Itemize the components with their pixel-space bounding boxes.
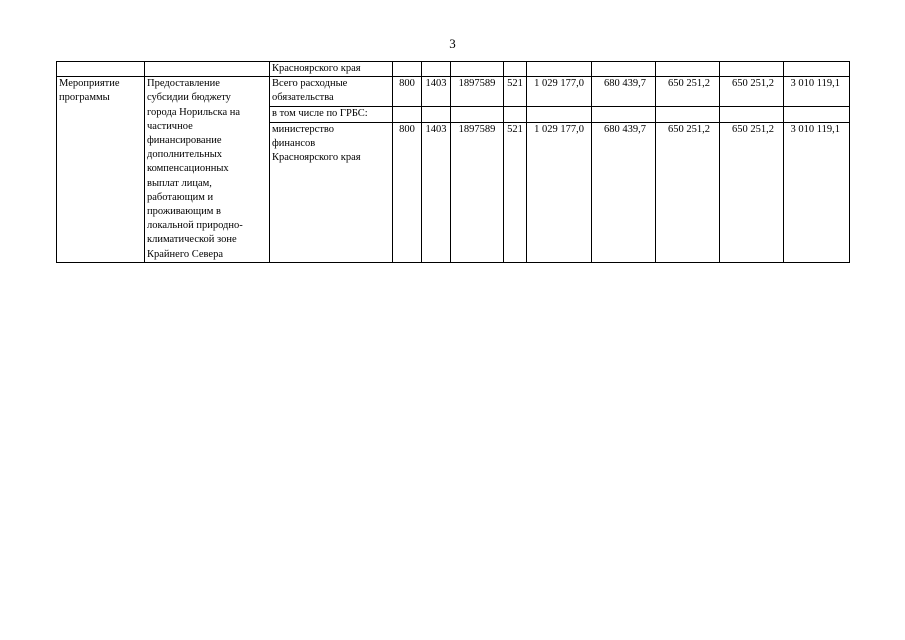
grbs-code: 800 <box>393 122 422 262</box>
event-name-line: города Норильска на <box>147 106 241 118</box>
row-label-cell <box>270 77 393 107</box>
cell-empty <box>656 107 720 122</box>
cell-empty <box>422 107 451 122</box>
amount-year-3: 650 251,2 <box>656 122 720 262</box>
cell-empty <box>57 62 145 77</box>
event-name-cell <box>145 77 270 263</box>
amount-year-3: 650 251,2 <box>656 77 720 107</box>
amount-year-1: 1 029 177,0 <box>527 122 592 262</box>
cell-empty <box>720 107 784 122</box>
page-number: 3 <box>449 36 456 51</box>
event-name-line: Крайнего Севера <box>147 248 223 260</box>
cell-empty <box>393 62 422 77</box>
cell-empty <box>422 62 451 77</box>
cell-empty <box>527 107 592 122</box>
event-name-line: частичное <box>147 120 193 132</box>
event-name-line: локальной природно- <box>147 220 243 232</box>
row-label-line: обязательства <box>272 92 334 104</box>
event-name-line: выплат лицам, <box>147 177 212 189</box>
event-name-line: дополнительных <box>147 149 223 161</box>
event-type-cell <box>57 77 145 263</box>
rzpr-code: 1403 <box>422 122 451 262</box>
continuation-row <box>57 62 850 77</box>
vr-code: 521 <box>504 122 527 262</box>
amount-year-4: 650 251,2 <box>720 77 784 107</box>
event-name-line: компенсационных <box>147 163 229 175</box>
csr-code: 1897589 <box>451 122 504 262</box>
amount-year-1: 1 029 177,0 <box>527 77 592 107</box>
rzpr-code: 1403 <box>422 77 451 107</box>
cell-empty <box>527 62 592 77</box>
amount-year-2: 680 439,7 <box>592 122 656 262</box>
event-name-line: климатической зоне <box>147 234 237 246</box>
event-name-line: проживающим в <box>147 206 221 218</box>
cell-empty <box>393 107 422 122</box>
cell-empty <box>451 62 504 77</box>
cell-empty <box>145 62 270 77</box>
csr-code: 1897589 <box>451 77 504 107</box>
cell-empty <box>656 62 720 77</box>
row-label-line: министерство <box>272 123 335 135</box>
cell-empty <box>784 62 850 77</box>
amount-year-2: 680 439,7 <box>592 77 656 107</box>
event-name-line: субсидии бюджету <box>147 92 231 104</box>
table-row-total <box>57 77 850 107</box>
cell-empty <box>784 107 850 122</box>
cell-empty <box>720 62 784 77</box>
cell-empty <box>504 62 527 77</box>
event-name-line: финансирование <box>147 135 222 147</box>
amount-total: 3 010 119,1 <box>784 122 850 262</box>
cell-empty <box>592 107 656 122</box>
event-type-line: Мероприятие <box>59 78 120 90</box>
cell-empty <box>592 62 656 77</box>
amount-total: 3 010 119,1 <box>784 77 850 107</box>
budget-table <box>56 61 850 263</box>
row-label-cell <box>270 122 393 262</box>
continuation-text: Красноярского края <box>270 62 393 77</box>
event-type-line: программы <box>59 92 110 104</box>
row-label-line: Всего расходные <box>272 78 348 90</box>
cell-empty <box>504 107 527 122</box>
event-name-line: Предоставление <box>147 78 220 90</box>
cell-empty <box>451 107 504 122</box>
row-label-line: финансов <box>272 137 316 149</box>
row-label-cell: в том числе по ГРБС: <box>270 107 393 122</box>
row-label-line: Красноярского края <box>272 151 361 163</box>
grbs-code: 800 <box>393 77 422 107</box>
amount-year-4: 650 251,2 <box>720 122 784 262</box>
vr-code: 521 <box>504 77 527 107</box>
event-name-line: работающим и <box>147 191 214 203</box>
